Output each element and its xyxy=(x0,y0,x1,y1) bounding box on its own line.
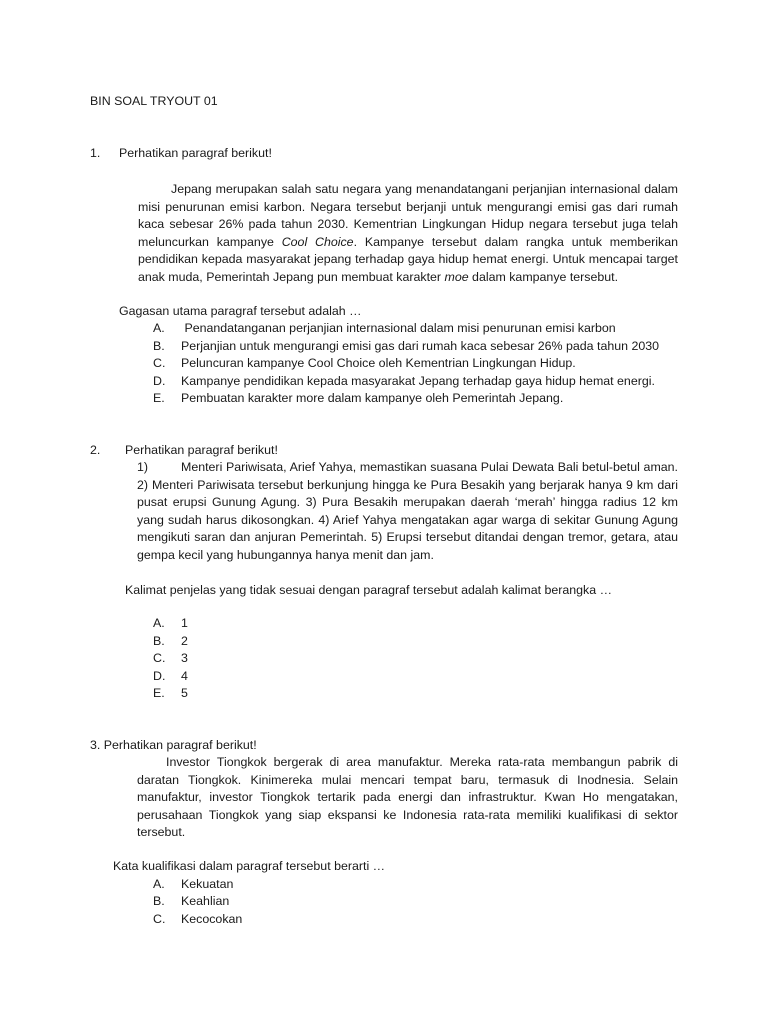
q1-option-c[interactable] xyxy=(153,355,576,373)
q2-option-d[interactable] xyxy=(153,668,188,686)
option-letter: A. xyxy=(153,321,165,335)
option-text: Kecocokan xyxy=(181,912,243,926)
option-text: 3 xyxy=(181,651,188,665)
option-text: 5 xyxy=(181,686,188,700)
option-letter: C. xyxy=(153,651,166,665)
q1-paragraph-part-a: Jepang merupakan salah satu negara yang menandatangani perjanjian internasional dalam misi penurunan emisi karbon. Negara tersebut berjanji untuk mengurangi emisi gas dari rumah kaca sebesar 26% pada tahun 2030. Kementrian Lingkungan Hidup negara tersebut juga telah meluncurkan kampanye xyxy=(138,182,678,249)
q1-paragraph-part-c: dalam kampanye tersebut. xyxy=(468,269,619,284)
q2-number: 2. xyxy=(90,443,101,457)
q1-paragraph-part-b: . Kampanye tersebut dalam rangka untuk memberikan pendidikan kepada masyarakat jepang terhadap gaya hidup hemat energi. Untuk mencapai target anak muda, Pemerintah Jepang pun membuat karakter xyxy=(138,234,678,284)
q2-option-e[interactable] xyxy=(153,685,188,703)
option-letter: C. xyxy=(153,356,166,370)
q2-paragraph xyxy=(137,459,678,565)
option-letter: B. xyxy=(153,894,165,908)
q3-option-c[interactable] xyxy=(153,911,242,929)
option-letter: C. xyxy=(153,912,166,926)
q3-option-b[interactable] xyxy=(153,893,229,911)
option-letter: E. xyxy=(153,391,165,405)
q2-question: Kalimat penjelas yang tidak sesuai dengan paragraf tersebut adalah kalimat berangka … xyxy=(125,583,612,597)
q2-option-a[interactable] xyxy=(153,615,188,633)
option-letter: A. xyxy=(153,616,165,630)
q2-option-b[interactable] xyxy=(153,633,188,651)
q1-paragraph xyxy=(138,181,678,287)
option-text: 4 xyxy=(181,669,188,683)
q1-prompt: Perhatikan paragraf berikut! xyxy=(119,146,272,160)
q1-option-e[interactable] xyxy=(153,390,563,408)
option-text: 1 xyxy=(181,616,188,630)
q1-question: Gagasan utama paragraf tersebut adalah … xyxy=(119,304,362,318)
q3-question: Kata kualifikasi dalam paragraf tersebut berarti … xyxy=(113,859,386,873)
option-text: Perjanjian untuk mengurangi emisi gas dari rumah kaca sebesar 26% pada tahun 2030 xyxy=(181,339,660,353)
q2-paragraph-text: Menteri Pariwisata, Arief Yahya, memastikan suasana Pulai Dewata Bali betul-betul aman. 2) Menteri Pariwisata tersebut berkunjung hingga ke Pura Besakih yang berjarak hanya 9 km dari pusat erupsi Gunung Agung. 3) Pura Besakih merupakan daerah ‘merah’ hingga radius 12 km yang sudah harus dikosongkan. 4) Arief Yahya mengatakan agar warga di sekitar Gunung Agung mengikuti saran dan anjuran Pemerintah. 5) Erupsi tersebut ditandai dengan tremor, getara, atau gempa kecil yang hubungannya hanya menit dan jam. xyxy=(137,460,678,562)
q1-option-d[interactable] xyxy=(153,373,655,391)
option-text: Pembuatan karakter more dalam kampanye oleh Pemerintah Jepang. xyxy=(181,391,564,405)
option-letter: A. xyxy=(153,877,165,891)
q3-heading: 3. Perhatikan paragraf berikut! xyxy=(90,738,257,752)
option-letter: B. xyxy=(153,634,165,648)
option-letter: D. xyxy=(153,669,166,683)
q2-option-c[interactable] xyxy=(153,650,188,668)
q1-paragraph-italic-1: Cool Choice xyxy=(281,234,354,249)
q1-number: 1. xyxy=(90,146,101,160)
option-text: Keahlian xyxy=(181,894,230,908)
q2-paragraph-number: 1) xyxy=(137,460,149,474)
option-text: 2 xyxy=(181,634,188,648)
q1-option-b[interactable] xyxy=(153,338,659,356)
q3-paragraph xyxy=(137,754,678,842)
option-text: Kekuatan xyxy=(181,877,234,891)
option-letter: B. xyxy=(153,339,165,353)
q3-option-a[interactable] xyxy=(153,876,233,894)
q3-paragraph-text: Investor Tiongkok bergerak di area manufaktur. Mereka rata-rata membangun pabrik di daratan Tiongkok. Kinimereka mulai mencari tempat baru, termasuk di Inodnesia. Selain manufaktur, investor Tiongkok tertarik pada energi dan infrastruktur. Kwan Ho mengatakan, perusahaan Tiongkok yang siap ekspansi ke Indonesia rata-rata memiliki kualifikasi di sektor tersebut. xyxy=(137,755,678,840)
document-title: BIN SOAL TRYOUT 01 xyxy=(90,94,218,108)
option-text: Kampanye pendidikan kepada masyarakat Jepang terhadap gaya hidup hemat energi. xyxy=(181,374,655,388)
option-text: Penandatanganan perjanjian internasional dalam misi penurunan emisi karbon xyxy=(181,321,616,335)
q1-option-a[interactable] xyxy=(153,320,616,338)
q2-prompt: Perhatikan paragraf berikut! xyxy=(125,443,278,457)
q1-paragraph-italic-2: moe xyxy=(444,269,469,284)
option-letter: D. xyxy=(153,374,166,388)
option-letter: E. xyxy=(153,686,165,700)
option-text: Peluncuran kampanye Cool Choice oleh Kementrian Lingkungan Hidup. xyxy=(181,356,576,370)
